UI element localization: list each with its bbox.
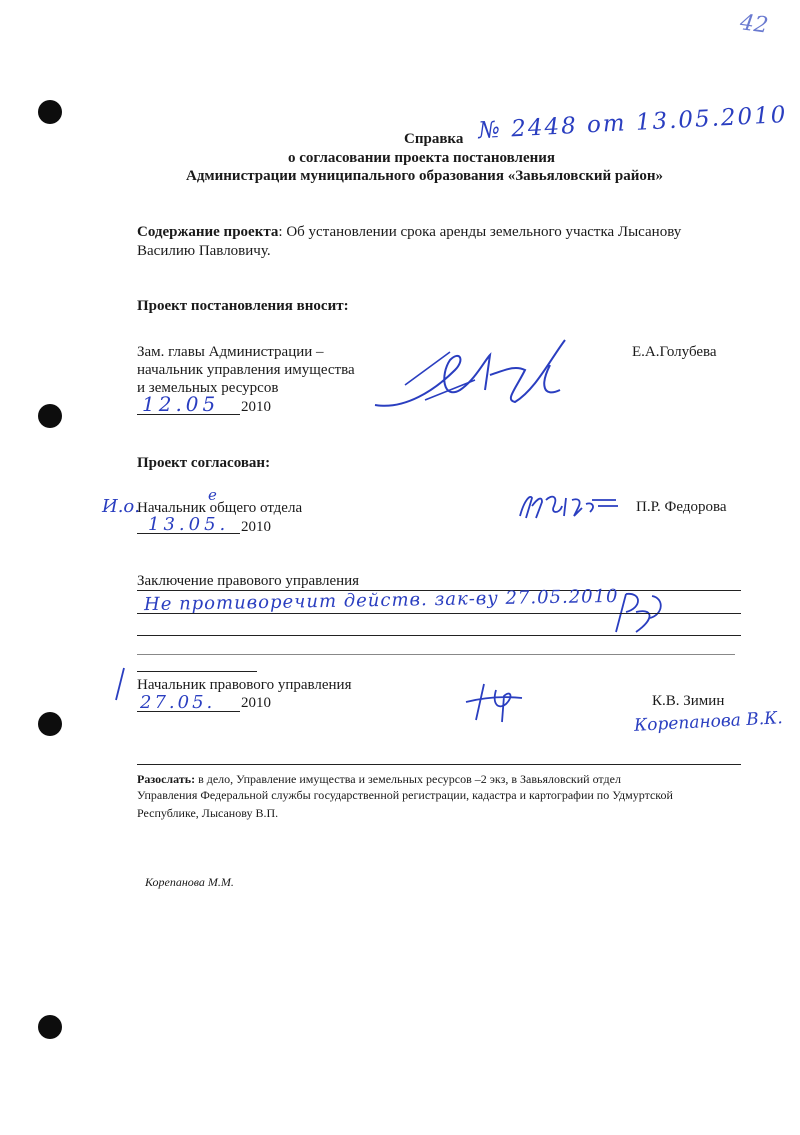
legal-line-short (137, 671, 257, 672)
project-content-line-2: Василию Павловичу. (137, 243, 271, 259)
distribution-label: Разослать: (137, 772, 196, 786)
project-content-label: Содержание проекта (137, 224, 279, 240)
submitter-signature (365, 330, 585, 420)
legal-line (137, 654, 735, 655)
document-title: Справка (404, 131, 464, 147)
legal-head-date: 27.05. (140, 692, 216, 713)
submitter-date: 12.05 (142, 392, 220, 416)
legal-conclusion: Не противоречит действ. зак-ву 27.05.2010 (143, 585, 619, 616)
submitter-heading: Проект постановления вносит: (137, 298, 349, 314)
page-number: 42 (738, 10, 770, 39)
submitter-position-3: и земельных ресурсов (137, 380, 279, 396)
approver-year: 2010 (241, 519, 271, 535)
approver-name: П.Р. Федорова (636, 499, 727, 515)
submitter-position-1: Зам. главы Администрации – (137, 344, 324, 360)
distribution-line-1: в дело, Управление имущества и земельных ресурсов –2 экз, в Завьяловский отдел (198, 772, 621, 786)
legal-initials (612, 588, 672, 636)
binder-hole (38, 712, 62, 736)
distribution (137, 770, 741, 788)
legal-head-name-handwritten: Корепанова В.К. (633, 708, 784, 736)
acting-prefix: И.о. (102, 496, 140, 517)
legal-head-position: Начальник правового управления (137, 677, 352, 693)
author: Корепанова М.М. (145, 875, 234, 889)
document-number: № 2448 от 13.05.2010 (477, 101, 789, 145)
approver-signature (512, 486, 622, 526)
legal-head-signature (462, 680, 532, 724)
approver-position: Начальник общего отдела (137, 500, 303, 516)
legal-head-year: 2010 (241, 695, 271, 711)
title-line-2: о согласовании проекта постановления (288, 150, 556, 166)
approver-date: 13.05. (148, 514, 230, 535)
project-content: Содержание проекта: Об установлении срока аренды земельного участка Лысанову (137, 224, 682, 240)
distribution-line-2: Управления Федеральной службы государственной регистрации, кадастра и картографии по Удмуртской (137, 788, 673, 802)
margin-mark (110, 666, 130, 702)
legal-line (137, 635, 741, 636)
binder-hole (38, 404, 62, 428)
distribution-divider (137, 764, 741, 765)
approval-heading: Проект согласован: (137, 455, 271, 471)
submitter-year: 2010 (241, 399, 271, 415)
title-line-3: Администрации муниципального образования «Завьяловский район» (186, 168, 664, 184)
legal-line (137, 613, 741, 614)
legal-head-name: К.В. Зимин (652, 693, 725, 709)
position-correction: е (208, 486, 217, 504)
binder-hole (38, 1015, 62, 1039)
distribution-line-3: Республике, Лысанову В.П. (137, 806, 279, 820)
binder-hole (38, 100, 62, 124)
project-content-text: Об установлении срока аренды земельного участка Лысанову (286, 224, 682, 240)
legal-heading: Заключение правового управления (137, 573, 360, 589)
submitter-name: Е.А.Голубева (632, 344, 717, 360)
submitter-position-2: начальник управления имущества (137, 362, 355, 378)
